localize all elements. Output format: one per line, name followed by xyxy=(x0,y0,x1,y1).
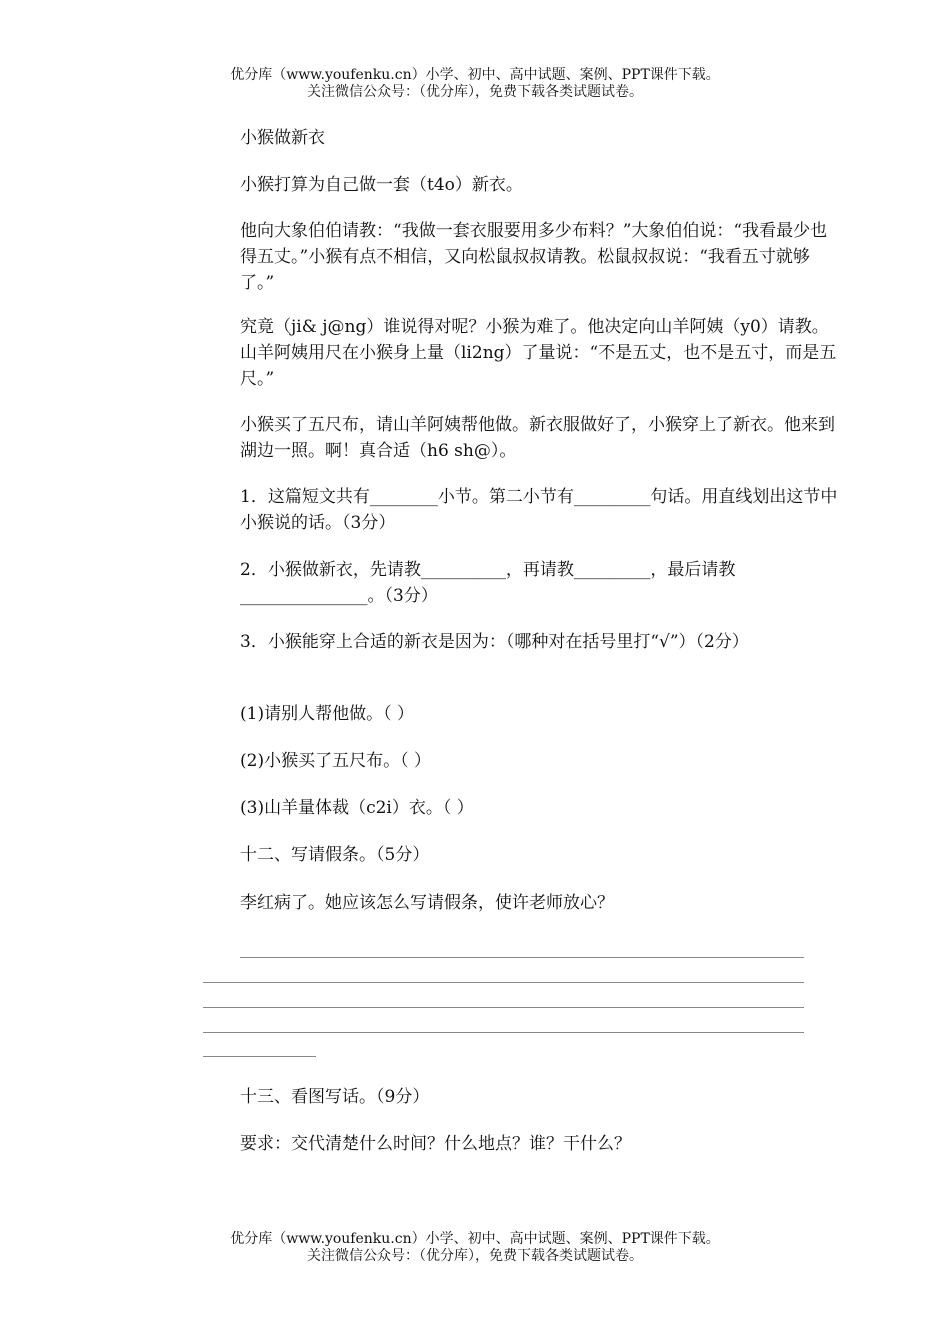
question-3: 3．小猴能穿上合适的新衣是因为：（哪种对在括号里打“√”）（2分） xyxy=(240,632,749,652)
story-paragraph-2: 他向大象伯伯请教：“我做一套衣服要用多少布料？”大象伯伯说：“我看最少也得五丈。”小猴有点不相信，又向松鼠叔叔请教。松鼠叔叔说：“我看五寸就够了。” xyxy=(240,221,828,293)
footer-line-1: 优分库（www.youfenku.cn）小学、初中、高中试题、案例、PPT课件下载。 xyxy=(230,1231,720,1247)
writing-line xyxy=(203,1032,804,1033)
story-paragraph-4: 小猴买了五尺布，请山羊阿姨帮他做。新衣服做好了，小猴穿上了新衣。他来到湖边一照。啊！真合适（h6 sh@）。 xyxy=(240,415,835,461)
header-line-2: 关注微信公众号：（优分库），免费下载各类试题试卷。 xyxy=(307,84,643,100)
question-1: 1．这篇短文共有________小节。第二小节有_________句话。用直线划出这节中小猴说的话。（3分） xyxy=(240,487,838,533)
story-paragraph-3: 究竟（ji& j@ng）谁说得对呢？小猴为难了。他决定向山羊阿姨（y0）请教。山羊阿姨用尺在小猴身上量（li2ng）了量说：“不是五丈，也不是五寸，而是五尺。” xyxy=(240,317,837,389)
story-paragraph-1: 小猴打算为自己做一套（t4o）新衣。 xyxy=(240,175,523,195)
header-line-1: 优分库（www.youfenku.cn）小学、初中、高中试题、案例、PPT课件下载。 xyxy=(230,67,720,83)
writing-line xyxy=(240,957,804,958)
section-13-requirement: 要求：交代清楚什么时间？什么地点？谁？干什么？ xyxy=(240,1134,631,1154)
page-footer xyxy=(0,1231,950,1265)
footer-line-2: 关注微信公众号：（优分库），免费下载各类试题试卷。 xyxy=(307,1248,643,1264)
writing-line xyxy=(203,1007,804,1008)
question-2: 2．小猴做新衣，先请教__________，再请教_________，最后请教_______________。（3分） xyxy=(240,560,736,606)
writing-line xyxy=(203,982,804,983)
page-header xyxy=(0,67,950,101)
question-3-option-2: (2)小猴买了五尺布。（ ） xyxy=(240,751,431,771)
section-12-title: 十二、写请假条。（5分） xyxy=(240,845,430,865)
question-3-option-3: (3)山羊量体裁（c2i）衣。（ ） xyxy=(240,798,474,818)
writing-line xyxy=(203,1056,316,1057)
question-3-option-1: (1)请别人帮他做。（ ） xyxy=(240,704,414,724)
section-12-prompt: 李红病了。她应该怎么写请假条，使许老师放心？ xyxy=(240,893,614,913)
story-title: 小猴做新衣 xyxy=(240,128,325,148)
section-13-title: 十三、看图写话。（9分） xyxy=(240,1087,430,1107)
